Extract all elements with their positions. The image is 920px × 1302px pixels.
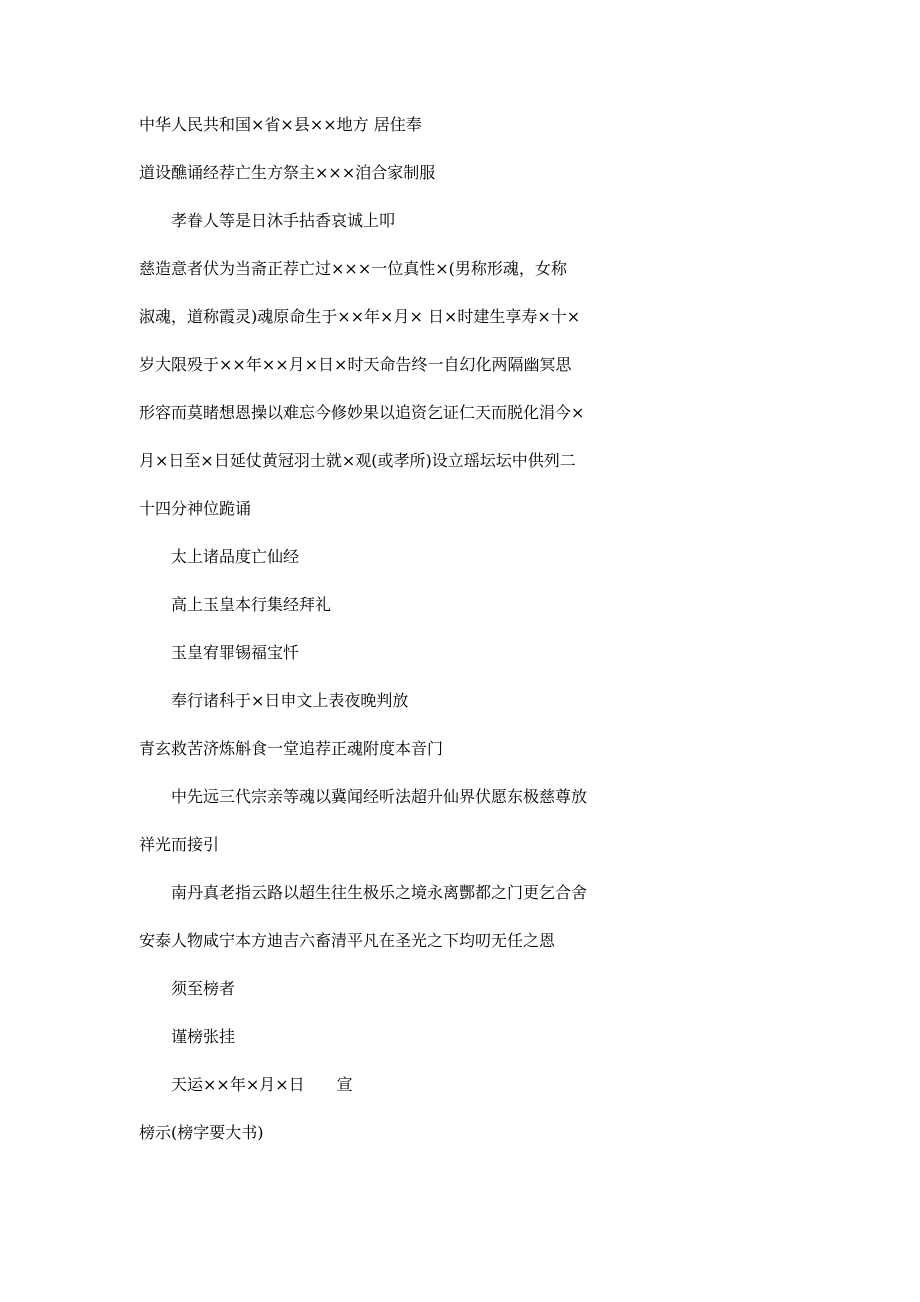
text-line-6: 岁大限殁于××年××月×日×时天命告终一自幻化两隔幽冥思: [139, 355, 572, 374]
text-line-14: 青玄救苦济炼斛食一堂追荐正魂附度本音门: [139, 739, 444, 758]
text-line-7: 形容而莫睹想恩操以难忘今修妙果以追资乞证仁天而脱化涓今×: [139, 403, 585, 422]
text-line-11: 高上玉皇本行集经拜礼: [171, 595, 332, 614]
text-line-13: 奉行诸科于×日申文上表夜晚判放: [171, 691, 409, 710]
text-line-3: 孝眷人等是日沐手拈香哀诚上叩: [171, 211, 396, 230]
text-line-22: 榜示(榜字要大书): [139, 1123, 264, 1142]
text-line-17: 南丹真老指云路以超生往生极乐之境永离酆都之门更乞合舍: [171, 883, 588, 902]
text-line-1: 中华人民共和国×省×县××地方 居住奉: [139, 115, 422, 134]
text-line-15: 中先远三代宗亲等魂以冀闻经听法超升仙界伏愿东极慈尊放: [171, 787, 588, 806]
text-line-16: 祥光而接引: [139, 835, 220, 854]
text-line-21: 天运××年×月×日 宣: [171, 1075, 353, 1094]
text-line-10: 太上诸品度亡仙经: [171, 547, 300, 566]
text-line-20: 谨榜张挂: [171, 1027, 236, 1046]
text-line-9: 十四分神位跪诵: [139, 499, 252, 518]
text-line-4: 慈造意者伏为当斋正荐亡过×××一位真性×(男称形魂，女称: [139, 259, 567, 278]
text-line-8: 月×日至×日延仗黄冠羽士就×观(或孝所)设立瑶坛坛中供列二: [139, 451, 576, 470]
text-line-18: 安泰人物咸宁本方迪吉六畜清平凡在圣光之下均叨无任之恩: [139, 931, 556, 950]
text-line-12: 玉皇宥罪锡福宝忏: [171, 643, 300, 662]
text-line-19: 须至榜者: [171, 979, 236, 998]
text-line-2: 道设醮诵经荐亡生方祭主×××洎合家制服: [139, 163, 436, 182]
text-line-5: 淑魂，道称霞灵)魂原命生于××年×月× 日×时建生享寿×十×: [139, 307, 581, 326]
